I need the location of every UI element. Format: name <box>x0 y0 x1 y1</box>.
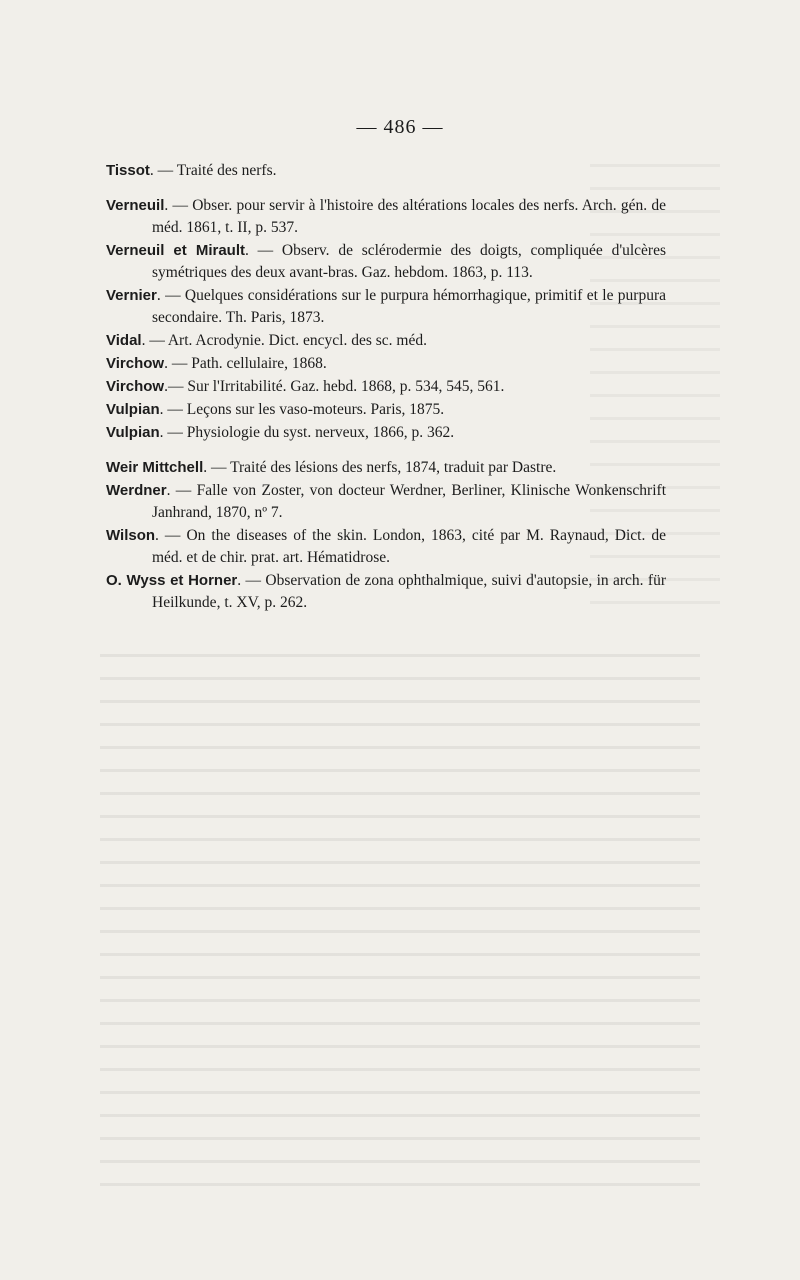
entry-text: . — Traité des nerfs. <box>149 162 277 179</box>
entry-author: Virchow <box>106 355 165 372</box>
bibliography-entry <box>106 353 666 375</box>
bibliography-entry <box>106 330 666 352</box>
entry-text: .— Sur l'Irritabilité. Gaz. hebd. 1868, p. 534, 545, 561. <box>164 378 505 395</box>
entry-author: Wilson <box>106 527 156 544</box>
page-number: — 486 — <box>356 116 444 138</box>
entry-author: Vulpian <box>106 424 160 441</box>
entry-text: . — Physiologie du syst. nerveux, 1866, p. 362. <box>159 424 455 441</box>
entry-text: . — Path. cellulaire, 1868. <box>164 355 327 372</box>
entry-author: Virchow <box>106 378 165 395</box>
bibliography-entry <box>106 422 666 444</box>
entry-text: . — Leçons sur les vaso-moteurs. Paris, 1875. <box>159 401 445 418</box>
entry-text: . — Quelques considérations sur le purpura hémorrhagique, primitif et le purpura secondaire. Th. Paris, 1873. <box>152 287 666 326</box>
entry-author: Verneuil et Mirault <box>106 242 245 259</box>
entry-author: Werdner <box>106 482 167 499</box>
entry-text: . — On the diseases of the skin. London, 1863, cité par M. Raynaud, Dict. de méd. et de chir. prat. art. Hématidrose. <box>152 527 666 566</box>
bibliography-entry <box>106 525 666 569</box>
bibliography-entry <box>106 376 666 398</box>
bibliography-entry <box>106 195 666 239</box>
entry-text: . — Obser. pour servir à l'histoire des altérations locales des nerfs. Arch. gén. de méd. 1861, t. II, p. 537. <box>152 197 666 236</box>
entry-text: . — Art. Acrodynie. Dict. encycl. des sc. méd. <box>141 332 427 349</box>
bibliography-entry <box>106 457 666 479</box>
bibliography-entry <box>106 399 666 421</box>
entry-author: O. Wyss et Horner <box>106 572 238 589</box>
entry-author: Vernier <box>106 287 157 304</box>
entry-text: . — Falle von Zoster, von docteur Werdner, Berliner, Klinische Wonkenschrift Janhrand, 1870, nº 7. <box>152 482 666 521</box>
entry-text: . — Traité des lésions des nerfs, 1874, traduit par Dastre. <box>203 459 557 476</box>
entry-text: . — Observation de zona ophthalmique, suivi d'autopsie, in arch. für Heilkunde, t. XV, p. 262. <box>152 572 667 611</box>
bibliography-entry <box>106 160 666 182</box>
bibliography-entry <box>106 570 666 614</box>
entry-author: Weir Mittchell <box>106 459 204 476</box>
entry-text: . — Observ. de sclérodermie des doigts, compliquée d'ulcères symétriques des deux avant-bras. Gaz. hebdom. 1863, p. 113. <box>152 242 667 281</box>
entry-author: Tissot <box>106 162 150 179</box>
bibliography-list <box>106 160 666 615</box>
bibliography-entry <box>106 480 666 524</box>
entry-author: Verneuil <box>106 197 165 214</box>
bibliography-entry <box>106 240 666 284</box>
entry-author: Vulpian <box>106 401 160 418</box>
bibliography-entry <box>106 285 666 329</box>
entry-author: Vidal <box>106 332 142 349</box>
show-through-text <box>100 640 700 1200</box>
